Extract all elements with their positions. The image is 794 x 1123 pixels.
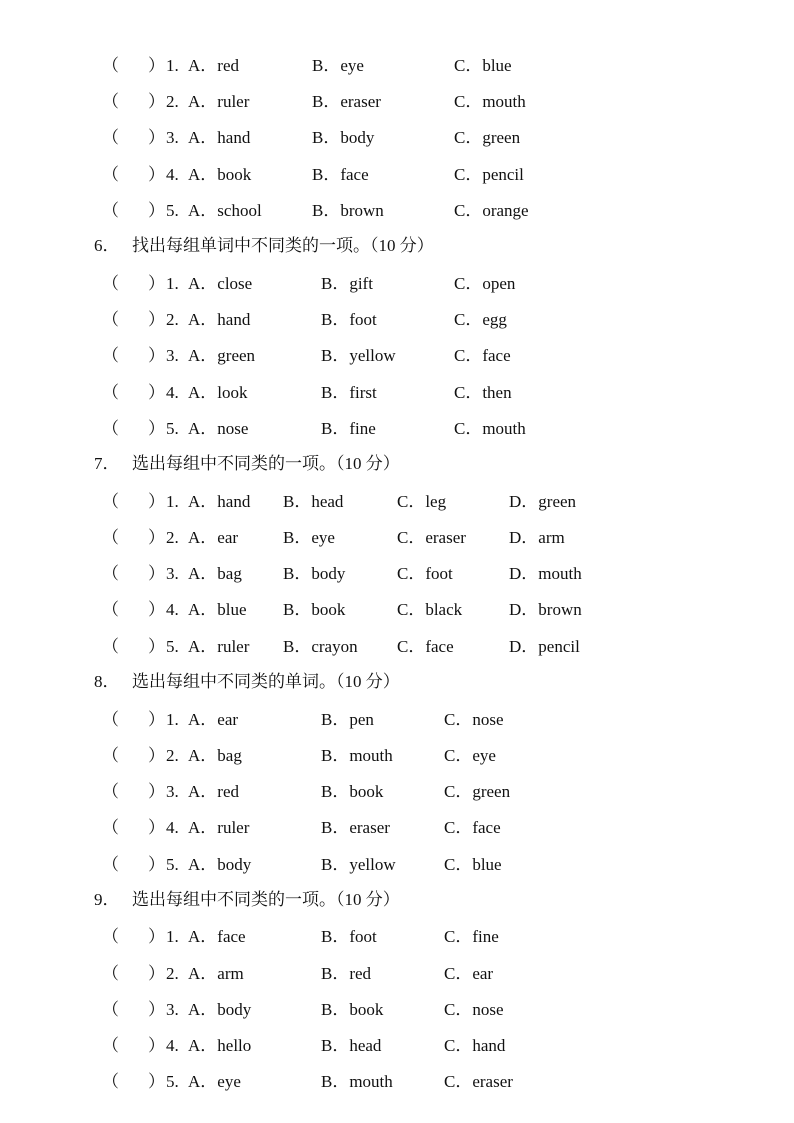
question-row: [0, 163, 794, 187]
option-b: B．brown: [312, 201, 384, 220]
section-instruction: 找出每组单词中不同类的一项。（10 分）: [132, 236, 434, 255]
option-c: C．open: [454, 274, 516, 293]
option-c: C．black: [397, 600, 463, 619]
question-row: [0, 708, 794, 732]
question-row: [0, 780, 794, 804]
option-a: A．ear: [188, 710, 239, 729]
answer-bracket-open: （: [102, 492, 119, 511]
option-b: B．gift: [321, 274, 373, 293]
option-d: D．green: [509, 492, 577, 511]
answer-blank[interactable]: [120, 635, 146, 659]
option-b: B．face: [312, 165, 369, 184]
question-row: [0, 962, 794, 986]
answer-bracket-close: ）: [148, 818, 165, 837]
option-c: C．face: [444, 818, 501, 837]
option-c: C．pencil: [454, 165, 524, 184]
answer-bracket-close: ）: [148, 92, 165, 111]
answer-blank[interactable]: [120, 816, 146, 840]
question-row: [0, 816, 794, 840]
answer-bracket-open: （: [102, 528, 119, 547]
option-a: A．green: [188, 346, 256, 365]
question-row: [0, 744, 794, 768]
answer-blank[interactable]: [120, 344, 146, 368]
answer-bracket-close: ）: [148, 710, 165, 729]
question-number: 4.: [166, 818, 179, 837]
answer-bracket-open: （: [102, 128, 119, 147]
option-c: C．eraser: [444, 1072, 513, 1091]
answer-bracket-open: （: [102, 274, 119, 293]
option-b: B．eraser: [321, 818, 390, 837]
option-c: C．orange: [454, 201, 529, 220]
question-number: 5.: [166, 855, 179, 874]
question-row: [0, 90, 794, 114]
option-a: A．body: [188, 1000, 252, 1019]
answer-bracket-open: （: [102, 383, 119, 402]
option-a: A．school: [188, 201, 262, 220]
option-d: D．arm: [509, 528, 565, 547]
option-b: B．first: [321, 383, 377, 402]
question-row: [0, 308, 794, 332]
option-a: A．look: [188, 383, 248, 402]
answer-bracket-close: ）: [148, 746, 165, 765]
answer-bracket-close: ）: [148, 346, 165, 365]
option-c: C．ear: [444, 964, 494, 983]
answer-bracket-close: ）: [148, 564, 165, 583]
answer-blank[interactable]: [120, 417, 146, 441]
option-a: A．nose: [188, 419, 249, 438]
option-a: A．ear: [188, 528, 239, 547]
answer-blank[interactable]: [120, 126, 146, 150]
option-c: C．mouth: [454, 419, 526, 438]
answer-blank[interactable]: [120, 526, 146, 550]
question-row: [0, 853, 794, 877]
option-d: D．mouth: [509, 564, 582, 583]
answer-bracket-open: （: [102, 927, 119, 946]
option-c: C．nose: [444, 710, 504, 729]
option-b: B．book: [321, 1000, 384, 1019]
option-a: A．body: [188, 855, 252, 874]
answer-blank[interactable]: [120, 780, 146, 804]
option-a: A．bag: [188, 564, 242, 583]
option-a: A．ruler: [188, 92, 250, 111]
question-number: 4.: [166, 383, 179, 402]
answer-bracket-close: ）: [148, 383, 165, 402]
question-number: 4.: [166, 165, 179, 184]
answer-bracket-open: （: [102, 165, 119, 184]
question-number: 3.: [166, 346, 179, 365]
question-number: 1.: [166, 927, 179, 946]
answer-bracket-open: （: [102, 710, 119, 729]
option-a: A．red: [188, 56, 239, 75]
answer-bracket-open: （: [102, 1072, 119, 1091]
section-instruction: 选出每组中不同类的一项。（10 分）: [132, 890, 400, 909]
section-number: 6．: [94, 236, 120, 255]
answer-bracket-open: （: [102, 1036, 119, 1055]
option-c: C．blue: [444, 855, 502, 874]
answer-blank[interactable]: [120, 598, 146, 622]
answer-blank[interactable]: [120, 54, 146, 78]
question-number: 1.: [166, 56, 179, 75]
answer-bracket-open: （: [102, 92, 119, 111]
option-a: A．bag: [188, 746, 242, 765]
answer-bracket-close: ）: [148, 964, 165, 983]
option-c: C．green: [454, 128, 521, 147]
section-instruction: 选出每组中不同类的一项。（10 分）: [132, 454, 400, 473]
section-heading: [94, 888, 400, 912]
question-number: 1.: [166, 274, 179, 293]
answer-blank[interactable]: [120, 1070, 146, 1094]
option-b: B．head: [321, 1036, 382, 1055]
question-row: [0, 998, 794, 1022]
option-a: A．eye: [188, 1072, 241, 1091]
option-b: B．pen: [321, 710, 374, 729]
answer-bracket-close: ）: [148, 492, 165, 511]
answer-bracket-close: ）: [148, 274, 165, 293]
question-number: 2.: [166, 964, 179, 983]
option-b: B．mouth: [321, 746, 393, 765]
option-a: A．book: [188, 165, 252, 184]
option-b: B．red: [321, 964, 372, 983]
answer-blank[interactable]: [120, 490, 146, 514]
answer-blank[interactable]: [120, 381, 146, 405]
question-row: [0, 126, 794, 150]
question-number: 2.: [166, 92, 179, 111]
answer-bracket-close: ）: [148, 927, 165, 946]
option-c: C．foot: [397, 564, 453, 583]
option-c: C．leg: [397, 492, 447, 511]
answer-blank[interactable]: [120, 308, 146, 332]
question-number: 3.: [166, 1000, 179, 1019]
option-a: A．face: [188, 927, 246, 946]
question-number: 4.: [166, 600, 179, 619]
question-row: [0, 1070, 794, 1094]
question-number: 2.: [166, 310, 179, 329]
answer-bracket-close: ）: [148, 855, 165, 874]
option-b: B．yellow: [321, 855, 396, 874]
answer-blank[interactable]: [120, 708, 146, 732]
option-b: B．foot: [321, 927, 377, 946]
option-b: B．book: [321, 782, 384, 801]
answer-bracket-close: ）: [148, 165, 165, 184]
option-a: A．blue: [188, 600, 247, 619]
option-a: A．hand: [188, 128, 251, 147]
question-row: [0, 526, 794, 550]
option-c: C．blue: [454, 56, 512, 75]
answer-blank[interactable]: [120, 853, 146, 877]
answer-blank[interactable]: [120, 562, 146, 586]
answer-blank[interactable]: [120, 199, 146, 223]
option-a: A．hand: [188, 492, 251, 511]
option-c: C．eye: [444, 746, 496, 765]
answer-blank[interactable]: [120, 163, 146, 187]
question-number: 4.: [166, 1036, 179, 1055]
answer-bracket-close: ）: [148, 600, 165, 619]
option-a: A．close: [188, 274, 253, 293]
option-c: C．nose: [444, 1000, 504, 1019]
answer-bracket-open: （: [102, 964, 119, 983]
option-b: B．fine: [321, 419, 376, 438]
answer-bracket-close: ）: [148, 201, 165, 220]
question-row: [0, 272, 794, 296]
answer-bracket-close: ）: [148, 419, 165, 438]
answer-bracket-open: （: [102, 746, 119, 765]
section-heading: [94, 234, 434, 258]
question-row: [0, 598, 794, 622]
option-c: C．hand: [444, 1036, 506, 1055]
option-a: A．arm: [188, 964, 244, 983]
answer-bracket-open: （: [102, 782, 119, 801]
option-c: C．face: [454, 346, 511, 365]
option-d: D．pencil: [509, 637, 580, 656]
answer-bracket-close: ）: [148, 528, 165, 547]
question-number: 3.: [166, 564, 179, 583]
answer-bracket-close: ）: [148, 1072, 165, 1091]
answer-bracket-close: ）: [148, 1000, 165, 1019]
option-a: A．ruler: [188, 818, 250, 837]
answer-bracket-open: （: [102, 855, 119, 874]
answer-bracket-open: （: [102, 419, 119, 438]
question-row: [0, 344, 794, 368]
option-b: B．head: [283, 492, 344, 511]
answer-bracket-close: ）: [148, 782, 165, 801]
question-number: 1.: [166, 710, 179, 729]
question-number: 1.: [166, 492, 179, 511]
answer-bracket-open: （: [102, 56, 119, 75]
question-number: 5.: [166, 201, 179, 220]
question-number: 2.: [166, 746, 179, 765]
answer-bracket-close: ）: [148, 1036, 165, 1055]
option-c: C．mouth: [454, 92, 526, 111]
option-a: A．red: [188, 782, 239, 801]
answer-bracket-close: ）: [148, 128, 165, 147]
question-row: [0, 562, 794, 586]
section-instruction: 选出每组中不同类的单词。（10 分）: [132, 672, 400, 691]
question-row: [0, 925, 794, 949]
question-number: 2.: [166, 528, 179, 547]
question-number: 5.: [166, 637, 179, 656]
question-row: [0, 381, 794, 405]
option-b: B．body: [312, 128, 375, 147]
question-number: 3.: [166, 782, 179, 801]
option-b: B．yellow: [321, 346, 396, 365]
answer-bracket-close: ）: [148, 637, 165, 656]
option-c: C．face: [397, 637, 454, 656]
answer-bracket-open: （: [102, 637, 119, 656]
question-row: [0, 417, 794, 441]
answer-bracket-open: （: [102, 1000, 119, 1019]
question-row: [0, 199, 794, 223]
question-row: [0, 54, 794, 78]
answer-blank[interactable]: [120, 272, 146, 296]
answer-bracket-open: （: [102, 818, 119, 837]
question-row: [0, 635, 794, 659]
answer-blank[interactable]: [120, 925, 146, 949]
question-row: [0, 1034, 794, 1058]
option-c: C．egg: [454, 310, 507, 329]
option-c: C．green: [444, 782, 511, 801]
option-b: B．eraser: [312, 92, 381, 111]
option-b: B．foot: [321, 310, 377, 329]
option-b: B．mouth: [321, 1072, 393, 1091]
answer-bracket-close: ）: [148, 310, 165, 329]
option-b: B．book: [283, 600, 346, 619]
answer-blank[interactable]: [120, 744, 146, 768]
section-number: 8．: [94, 672, 120, 691]
question-number: 5.: [166, 419, 179, 438]
question-number: 3.: [166, 128, 179, 147]
section-heading: [94, 670, 400, 694]
option-a: A．hello: [188, 1036, 252, 1055]
answer-bracket-open: （: [102, 201, 119, 220]
option-a: A．ruler: [188, 637, 250, 656]
option-c: C．then: [454, 383, 512, 402]
question-row: [0, 490, 794, 514]
section-number: 7．: [94, 454, 120, 473]
answer-blank[interactable]: [120, 998, 146, 1022]
answer-blank[interactable]: [120, 962, 146, 986]
answer-bracket-open: （: [102, 310, 119, 329]
answer-bracket-open: （: [102, 600, 119, 619]
question-number: 5.: [166, 1072, 179, 1091]
answer-blank[interactable]: [120, 90, 146, 114]
answer-bracket-open: （: [102, 564, 119, 583]
option-b: B．eye: [312, 56, 364, 75]
section-number: 9．: [94, 890, 120, 909]
option-a: A．hand: [188, 310, 251, 329]
option-c: C．eraser: [397, 528, 466, 547]
option-c: C．fine: [444, 927, 499, 946]
option-d: D．brown: [509, 600, 582, 619]
answer-blank[interactable]: [120, 1034, 146, 1058]
section-heading: [94, 452, 400, 476]
option-b: B．crayon: [283, 637, 358, 656]
option-b: B．body: [283, 564, 346, 583]
answer-bracket-close: ）: [148, 56, 165, 75]
option-b: B．eye: [283, 528, 335, 547]
answer-bracket-open: （: [102, 346, 119, 365]
